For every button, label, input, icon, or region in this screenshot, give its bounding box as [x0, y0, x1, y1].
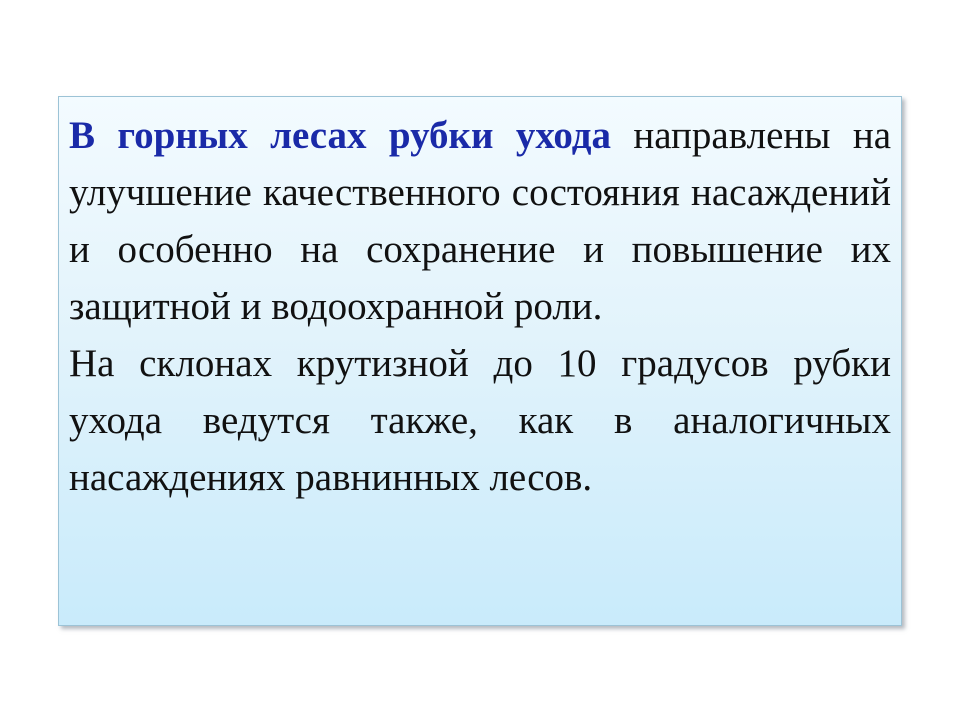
text-box	[58, 96, 902, 626]
paragraph-2: На склонах крутизной до 10 градусов рубки ухода ведутся также, как в аналогичных насаждениях равнинных лесов.	[69, 342, 891, 499]
paragraph-1-rest: направлены на улучшение качественного состояния насаждений и особенно на сохранение и повышение их защитной и водоохранной роли.	[69, 114, 891, 328]
paragraph-1-lead: В горных лесах рубки ухода	[69, 114, 611, 157]
paragraph-1	[69, 107, 891, 335]
